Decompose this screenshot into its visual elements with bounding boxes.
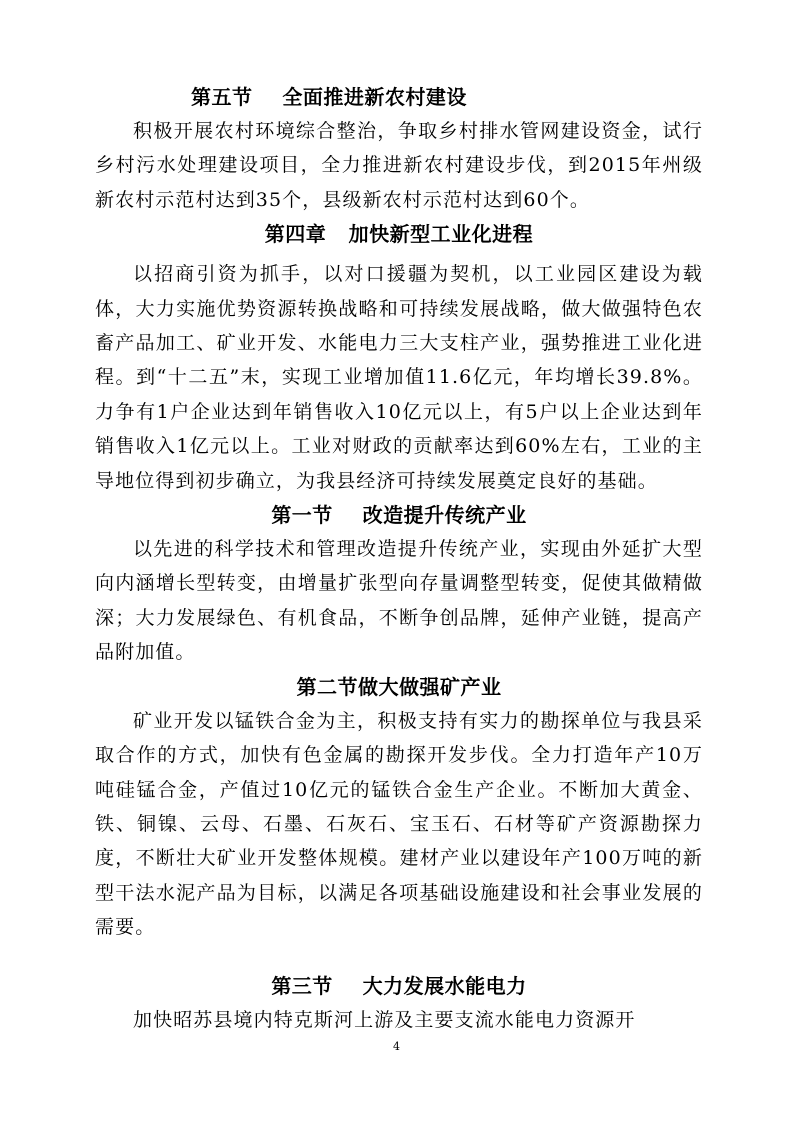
page-number: 4 xyxy=(393,1040,400,1053)
section-heading-2: 第二节做大做强矿产业 xyxy=(296,674,502,699)
section-heading-1: 第一节 改造提升传统产业 xyxy=(271,503,527,528)
paragraph-chapter-4: 以招商引资为抓手，以对口援疆为契机，以工业园区建设为载体，大力实施优势资源转换战略和可持续发展战略，做大做强特色农畜产品加工、矿业开发、水能电力三大支柱产业，强势推进工业化进程。到“十二五”末，实现工业增加值11.6亿元，年均增长39.8%。力争有1户企业达到年销售收入10亿元以上，有5户以上企业达到年销售收入1亿元以上。工业对财政的贡献率达到60%左右，工业的主导地位得到初步确立，为我县经济可持续发展奠定良好的基础。 xyxy=(95,263,703,492)
paragraph-section-3: 加快昭苏县境内特克斯河上游及主要支流水能电力资源开 xyxy=(133,1008,636,1031)
paragraph-section-2: 矿业开发以锰铁合金为主，积极支持有实力的勘探单位与我县采取合作的方式，加快有色金属的勘探开发步伐。全力打造年产10万吨硅锰合金，产值过10亿元的锰铁合金生产企业。不断加大黄金、铁、铜镍、云母、石墨、石灰石、宝玉石、石材等矿产资源勘探力度，不断壮大矿业开发整体规模。建材产业以建设年产100万吨的新型干法水泥产品为目标，以满足各项基础设施建设和社会事业发展的需要。 xyxy=(95,709,703,939)
section-heading-3: 第三节 大力发展水能电力 xyxy=(271,973,527,998)
document-page xyxy=(95,80,703,1037)
chapter-heading-4: 第四章 加快新型工业化进程 xyxy=(264,222,534,247)
section-heading-5: 第五节 全面推进新农村建设 xyxy=(191,85,467,109)
paragraph-section-1: 以先进的科学技术和管理改造提升传统产业，实现由外延扩大型向内涵增长型转变，由增量扩张型向存量调整型转变，促使其做精做深；大力发展绿色、有机食品，不断争创品牌，延伸产业链，提高产品附加值。 xyxy=(95,538,703,664)
paragraph-section-5: 积极开展农村环境综合整治，争取乡村排水管网建设资金，试行乡村污水处理建设项目，全力推进新农村建设步伐，到2015年州级新农村示范村达到35个，县级新农村示范村达到60个。 xyxy=(95,120,703,211)
